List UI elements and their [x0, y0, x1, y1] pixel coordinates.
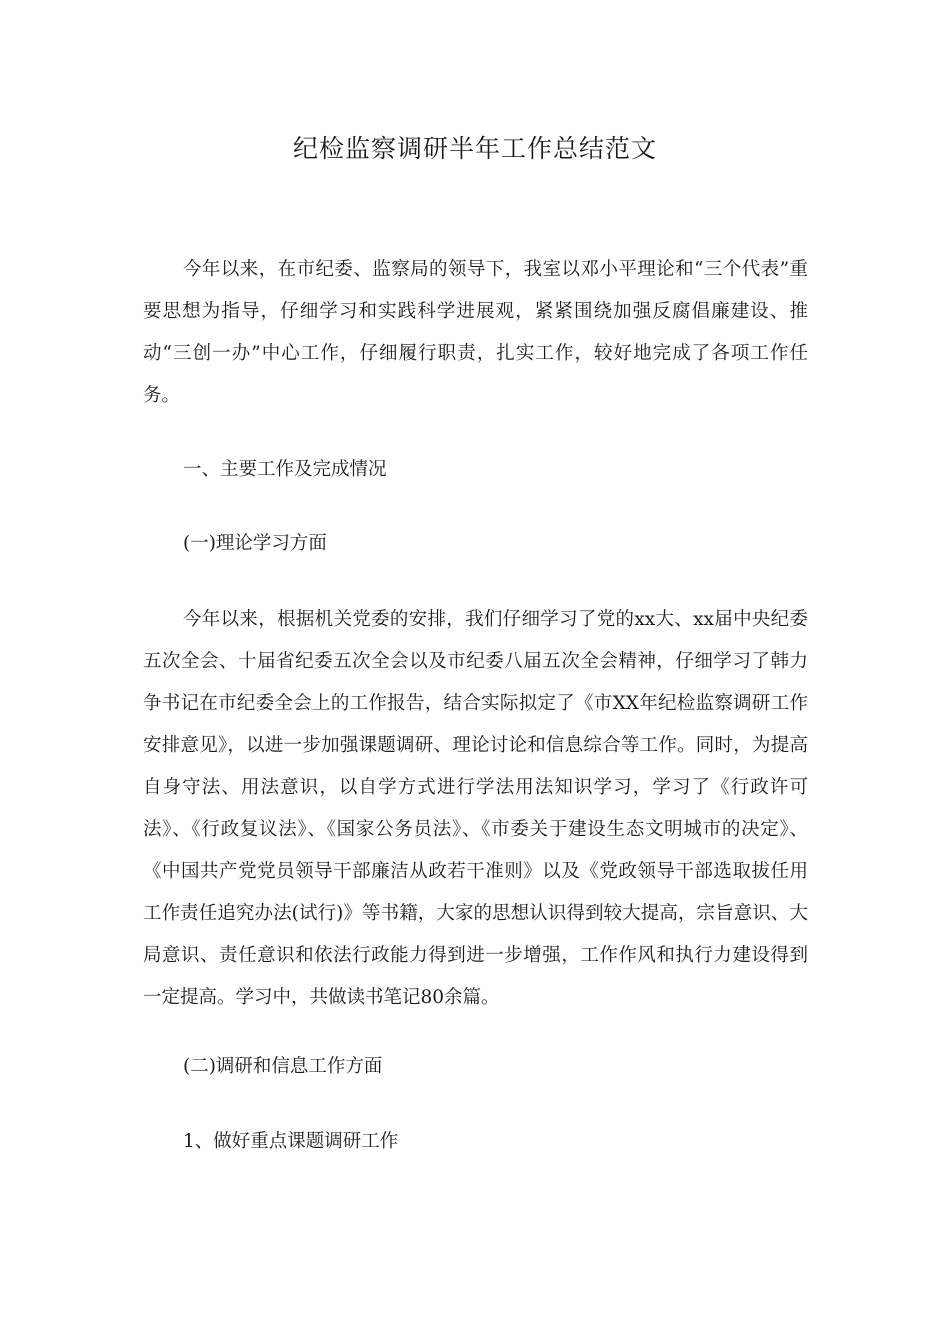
intro-paragraph: 今年以来，在市纪委、监察局的领导下，我室以邓小平理论和“三个代表”重要思想为指导，仔细学习和实践科学进展观，紧紧围绕加强反腐倡廉建设、推动“三创一办”中心工作，仔细履行职责，扎实工作，较好地完成了各项工作任务。 [143, 259, 808, 406]
item-heading-key-research: 1、做好重点课题调研工作 [183, 1131, 399, 1152]
document-title: 纪检监察调研半年工作总结范文 [292, 134, 657, 163]
theory-study-paragraph: 今年以来，根据机关党委的安排，我们仔细学习了党的xx大、xx届中央纪委五次全会、十届省纪委五次全会以及市纪委八届五次全会精神，仔细学习了韩力争书记在市纪委全会上的工作报告，结合实际拟定了《市XX年纪检监察调研工作安排意见》，以进一步加强课题调研、理论讨论和信息综合等工作。同时，为提高自身守法、用法意识，以自学方式进行学法用法知识学习，学习了《行政许可法》、《行政复议法》、《国家公务员法》、《市委关于建设生态文明城市的决定》、《中国共产党党员领导干部廉洁从政若干准则》以及《党政领导干部选取拔任用工作责任追究办法(试行)》等书籍，大家的思想认识得到较大提高，宗旨意识、大局意识、责任意识和依法行政能力得到进一步增强，工作作风和执行力建设得到一定提高。学习中，共做读书笔记80余篇。 [143, 609, 808, 1008]
subsection-heading-research-info: (二)调研和信息工作方面 [183, 1056, 383, 1077]
subsection-heading-theory-study: (一)理论学习方面 [183, 533, 327, 554]
section-heading-main-work: 一、主要工作及完成情况 [183, 459, 387, 480]
